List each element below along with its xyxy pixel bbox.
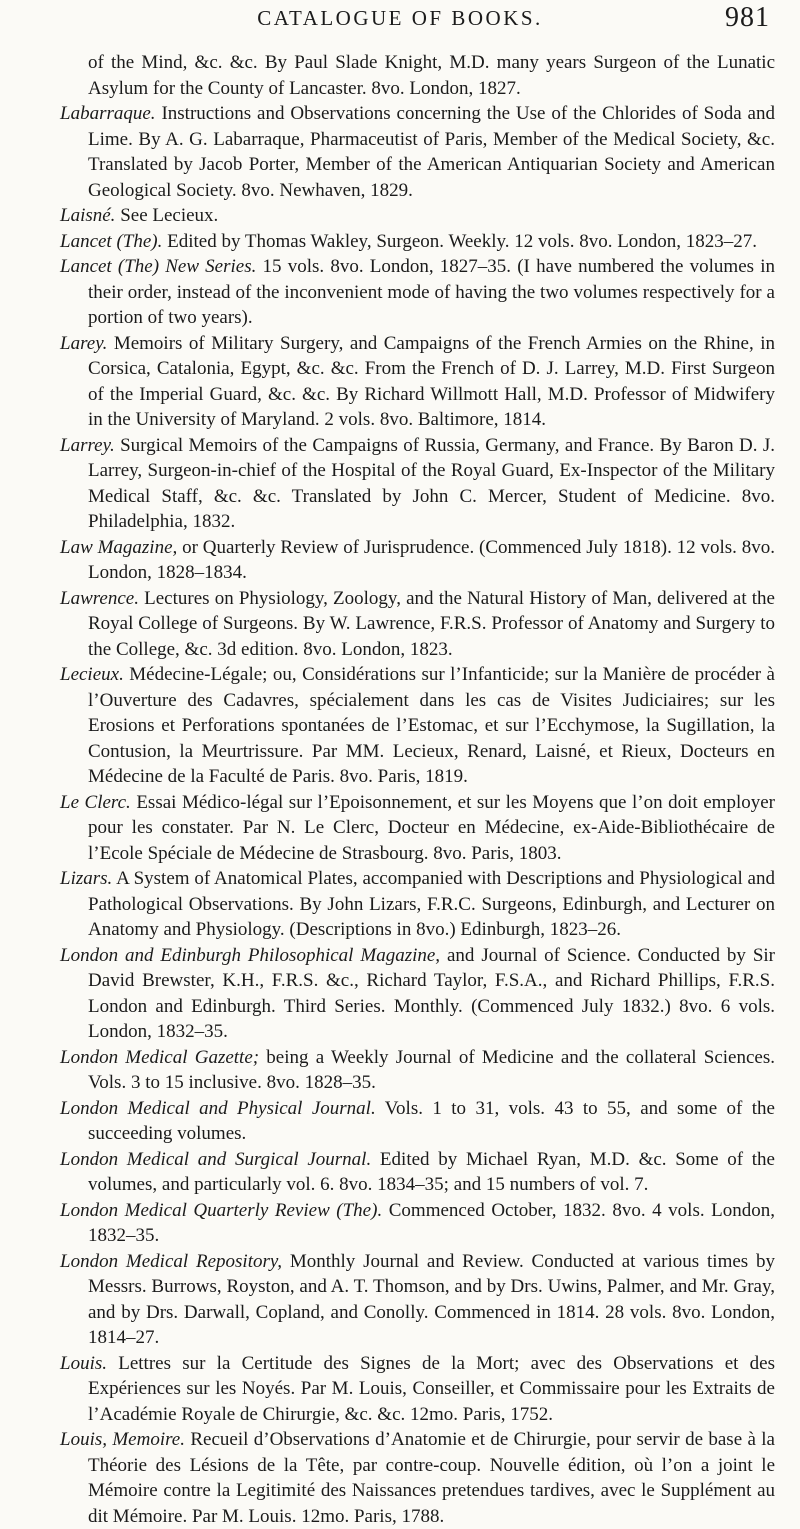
- entry-heading: Lawrence.: [60, 587, 139, 609]
- catalogue-entry-knight: [60, 50, 775, 101]
- entry-heading: Le Clerc.: [60, 791, 131, 813]
- entry-text: Lettres sur la Certitude des Signes de la Mort; avec des Observations et des Expériences sur les Noyés. Par M. Louis, Conseiller, et Commissaire pour les Extraits de l’Académie Royale de Chirurgie, &c. &c. 12mo. Paris, 1752.: [88, 1352, 775, 1425]
- entry-text: Monthly Journal and Review. Conducted at various times by Messrs. Burrows, Royston, and A. T. Thomson, and by Drs. Uwins, Palmer, and Mr. Gray, and by Drs. Darwall, Copland, and Conolly. Commenced in 1814. 28 vols. 8vo. London, 1814–27.: [88, 1250, 776, 1348]
- entry-text: Vols. 1 to 31, vols. 43 to 55, and some of the succeeding volumes.: [88, 1097, 775, 1144]
- entry-text: A System of Anatomical Plates, accompanied with Descriptions and Physiological and Pathological Observations. By John Lizars, F.R.C. Surgeons, Edinburgh, and Lecturer on Anatomy and Physiology. (Descriptions in 8vo.) Edinburgh, 1823–26.: [88, 868, 775, 940]
- entry-text: being a Weekly Journal of Medicine and the collateral Sciences. Vols. 3 to 15 inclusive. 8vo. 1828–35.: [88, 1046, 775, 1093]
- entry-heading: Lancet (The).: [60, 230, 163, 252]
- entry-text: Essai Médico-légal sur l’Epoisonnement, et sur les Moyens que l’on doit employer pour les constater. Par N. Le Clerc, Docteur en Médecine, ex-Aide-Bibliothécaire de l’Ecole Spéciale de Médecine de Strasbourg. 8vo. Paris, 1803.: [88, 791, 775, 864]
- catalogue-entry-lancet-new-series: [60, 254, 775, 331]
- catalogue-entry-medical-gazette: [60, 1045, 775, 1096]
- entry-heading: London Medical and Surgical Journal.: [60, 1148, 372, 1170]
- entry-heading: London Medical Gazette;: [60, 1046, 260, 1068]
- entry-text: Recueil d’Observations d’Anatomie et de Chirurgie, pour servir de base à la Théorie des Lésions de la Tête, par contre-coup. Nouvelle édition, où l’on a joint le Mémoire contre la Legitimité des Naissances pretendues tardives, avec le Supplément au dit Mémoire. Par M. Louis. 12mo. Paris, 1788.: [88, 1429, 775, 1527]
- entry-heading: London Medical Repository,: [60, 1250, 283, 1272]
- entry-heading: London Medical and Physical Journal.: [60, 1097, 376, 1119]
- entry-text: Edited by Thomas Wakley, Surgeon. Weekly. 12 vols. 8vo. London, 1823–27.: [162, 230, 758, 252]
- entry-text: Memoirs of Military Surgery, and Campaigns of the French Armies on the Rhine, in Corsica, Catalonia, Egypt, &c. &c. From the French of D. J. Larrey, M.D. First Surgeon of the Imperial Guard, &c. &c. By Richard Willmott Hall, M.D. Professor of Midwifery in the University of Maryland. 2 vols. 8vo. Baltimore, 1814.: [88, 332, 775, 430]
- entry-text: or Quarterly Review of Jurisprudence. (Commenced July 1818). 12 vols. 8vo. London, 1828–1834.: [88, 536, 775, 583]
- running-title: CATALOGUE OF BOOKS.: [257, 6, 543, 30]
- entry-text: Lectures on Physiology, Zoology, and the Natural History of Man, delivered at the Royal College of Surgeons. By W. Lawrence, F.R.S. Professor of Anatomy and Surgery to the College, &c. 3d edition. 8vo. London, 1823.: [88, 587, 775, 660]
- catalogue-entry-labarraque: [60, 101, 775, 203]
- catalogue-entries: [60, 50, 775, 1529]
- entry-heading: Larey.: [60, 332, 108, 354]
- entry-heading: Lecieux.: [60, 664, 124, 685]
- catalogue-entry-medical-surgical-journal: [60, 1147, 775, 1198]
- entry-text: of the Mind, &c. &c. By Paul Slade Knight, M.D. many years Surgeon of the Lunatic Asylum for the County of Lancaster. 8vo. London, 1827.: [88, 52, 775, 99]
- catalogue-entry-medical-quarterly-review: [60, 1198, 775, 1249]
- entry-text: and Journal of Science. Conducted by Sir David Brewster, K.H., F.R.S. &c., Richard Taylor, F.S.A., and Richard Phillips, F.R.S. London and Edinburgh. Third Series. Monthly. (Commenced July 1832.) 8vo. 6 vols. London, 1832–35.: [88, 944, 776, 1042]
- entry-text: 15 vols. 8vo. London, 1827–35. (I have numbered the volumes in their order, instead of the inconvenient mode of having the two volumes respectively for a portion of two years).: [88, 256, 775, 328]
- running-head: [0, 0, 800, 44]
- entry-heading: Lancet (The) New Series.: [60, 256, 257, 277]
- entry-heading: Louis, Memoire.: [60, 1429, 185, 1450]
- entry-heading: London and Edinburgh Philosophical Magazine,: [60, 944, 441, 966]
- catalogue-entry-le-clerc: [60, 790, 775, 867]
- page-number: 981: [725, 2, 770, 33]
- entry-heading: Larrey.: [60, 434, 115, 456]
- entry-text: Commenced October, 1832. 8vo. 4 vols. London, 1832–35.: [88, 1199, 776, 1246]
- catalogue-entry-laisne: [60, 203, 775, 229]
- catalogue-entry-lawrence: [60, 586, 775, 663]
- entry-heading: Labarraque.: [60, 103, 156, 124]
- entry-heading: Laisné.: [60, 205, 116, 226]
- entry-heading: London Medical Quarterly Review (The).: [60, 1199, 383, 1221]
- entry-text: Médecine-Légale; ou, Considérations sur l’Infanticide; sur la Manière de procéder à l’Ouverture des Cadavres, spécialement dans les cas de Visites Judiciaires; sur les Erosions et Perforations spontanées de l’Estomac, et sur l’Ecchymose, la Sugillation, la Contusion, la Meurtrissure. Par MM. Lecieux, Renard, Laisné, et Rieux, Docteurs en Médecine de la Faculté de Paris. 8vo. Paris, 1819.: [88, 664, 775, 787]
- catalogue-entry-medical-repository: [60, 1249, 775, 1351]
- entry-text: See Lecieux.: [115, 205, 219, 226]
- catalogue-entry-law-magazine: [60, 535, 775, 586]
- catalogue-entry-larrey: [60, 433, 775, 535]
- catalogue-entry-lizars: [60, 866, 775, 943]
- entry-heading: Louis.: [60, 1352, 107, 1374]
- catalogue-entry-philosophical-magazine: [60, 943, 775, 1045]
- catalogue-entry-louis-lettres: [60, 1351, 775, 1428]
- catalogue-entry-larey: [60, 331, 775, 433]
- catalogue-entry-lecieux: [60, 662, 775, 790]
- entry-heading: Law Magazine,: [60, 536, 178, 558]
- entry-heading: Lizars.: [60, 868, 113, 889]
- catalogue-entry-medical-physical-journal: [60, 1096, 775, 1147]
- entry-text: Surgical Memoirs of the Campaigns of Russia, Germany, and France. By Baron D. J. Larrey, Surgeon-in-chief of the Hospital of the Royal Guard, Ex-Inspector of the Military Medical Staff, &c. &c. Translated by John C. Mercer, Student of Medicine. 8vo. Philadelphia, 1832.: [88, 434, 775, 532]
- catalogue-entry-lancet: [60, 229, 775, 255]
- entry-text: Instructions and Observations concerning the Use of the Chlorides of Soda and Lime. By A. G. Labarraque, Pharmaceutist of Paris, Member of the Medical Society, &c. Translated by Jacob Porter, Member of the American Antiquarian Society and American Geological Society. 8vo. Newhaven, 1829.: [88, 103, 775, 201]
- catalogue-entry-louis-memoire: [60, 1427, 775, 1529]
- entry-text: Edited by Michael Ryan, M.D. &c. Some of the volumes, and particularly vol. 6. 8vo. 1834–35; and 15 numbers of vol. 7.: [88, 1148, 775, 1195]
